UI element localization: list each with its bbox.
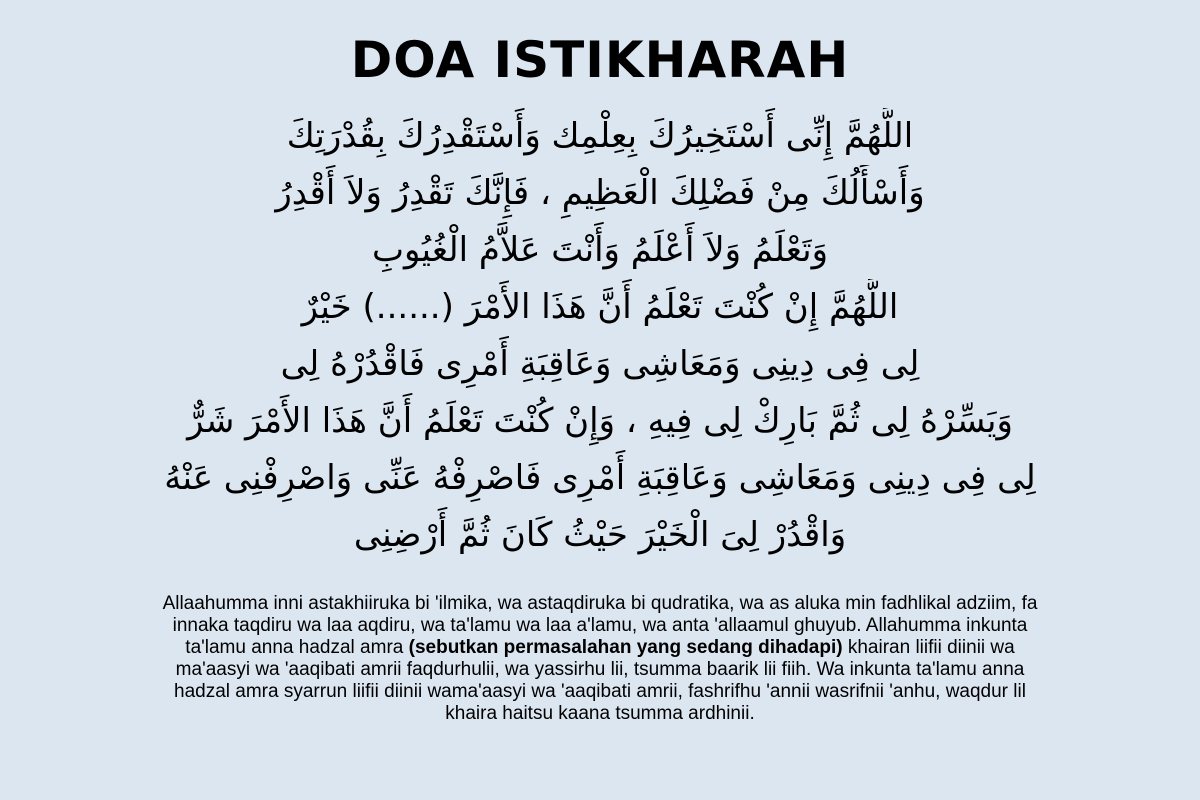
arabic-line: وَاقْدُرْ لِىَ الْخَيْرَ حَيْثُ كَانَ ثُمَّ أَرْضِنِى <box>353 515 847 555</box>
transliteration-part-2: khairan liifii diinii wa ma'aasyi wa 'aaqibati amrii faqdurhulii, wa yassirhu lii, tsumma baarik lii fiih. Wa inkunta ta'lamu anna hadzal amra syarrun liifii diinii wama'aasyi wa 'aaqibati amrii, fashrifhu 'annii wasrifnii 'anhu, waqdur lil khaira haitsu kaana tsumma ardhinii. <box>174 637 1026 724</box>
arabic-line: وَيَسِّرْهُ لِى ثُمَّ بَارِكْ لِى فِيهِ ، وَإِنْ كُنْتَ تَعْلَمُ أَنَّ هَذَا الأَمْرَ شَرٌّ <box>187 401 1013 441</box>
transliteration-emphasis: (sebutkan permasalahan yang sedang dihadapi) <box>408 637 843 658</box>
arabic-line: لِى فِى دِينِى وَمَعَاشِى وَعَاقِبَةِ أَمْرِى فَاصْرِفْهُ عَنِّى وَاصْرِفْنِى عَنْهُ <box>164 458 1036 498</box>
arabic-line: وَتَعْلَمُ وَلاَ أَعْلَمُ وَأَنْتَ عَلاَّمُ الْغُيُوبِ <box>371 230 828 270</box>
transliteration-part-1: Allaahumma inni astakhiiruka bi 'ilmika, wa astaqdiruka bi qudratika, wa as aluka min fadhlikal adziim, fa innaka taqdiru wa laa aqdiru, wa ta'lamu wa laa a'lamu, wa anta 'allaamul ghuyub. Allahumma inkunta ta'lamu anna hadzal amra <box>162 593 1038 658</box>
page-title: DOA ISTIKHARAH <box>350 31 850 89</box>
arabic-line: اللَّهُمَّ إِنِّى أَسْتَخِيرُكَ بِعِلْمِك وَأَسْتَقْدِرُكَ بِقُدْرَتِكَ <box>286 116 914 156</box>
arabic-line: لِى فِى دِينِى وَمَعَاشِى وَعَاقِبَةِ أَمْرِى فَاقْدُرْهُ لِى <box>280 344 920 384</box>
transliteration-paragraph <box>150 593 1050 725</box>
arabic-line: وَأَسْأَلُكَ مِنْ فَضْلِكَ الْعَظِيمِ ، فَإِنَّكَ تَقْدِرُ وَلاَ أَقْدِرُ <box>275 173 925 213</box>
arabic-line: اللَّهُمَّ إِنْ كُنْتَ تَعْلَمُ أَنَّ هَذَا الأَمْرَ (......) خَيْرٌ <box>301 287 899 327</box>
arabic-prayer-text <box>100 108 1100 564</box>
